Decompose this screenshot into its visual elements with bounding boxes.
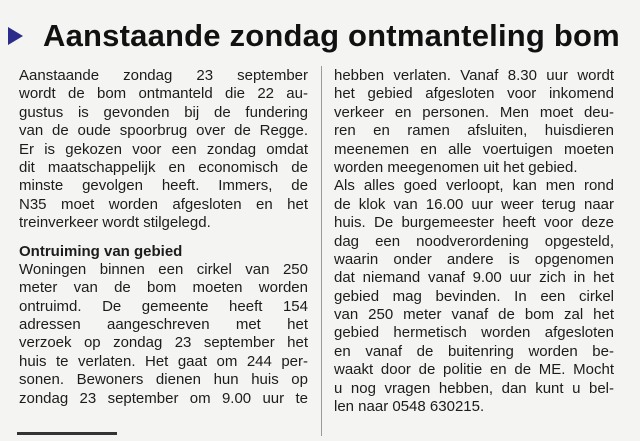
text-line: meter van de bom moeten worden [19,279,308,297]
text-line: de klok van 16.00 uur weer terug naar [334,195,614,213]
text-line: N35 moet worden afgesloten en het [19,195,308,213]
text-line: u nog vragen hebben, dan kunt u bel- [334,379,614,397]
text-line: van de oude spoorbrug over de Regge. [19,122,308,140]
text-line: sonen. Bewoners dienen hun huis op [19,371,308,389]
text-line: dit maatschappelijk en economisch de [19,158,308,176]
text-line: ontruimd. De gemeente heeft 154 [19,297,308,315]
text-line: waakt door de politie en de ME. Mocht [334,361,614,379]
paragraph-gap [19,233,308,243]
text-line: dag een noodverordening opgesteld, [334,232,614,250]
text-line: gustus is gevonden bij de fundering [19,103,308,121]
headline [8,14,620,58]
bottom-rule [17,432,117,435]
text-line: treinverkeer wordt stilgelegd. [19,214,211,232]
text-line: waarin onder andere is opgenomen [334,250,614,268]
text-line: minste gevolgen heeft. Immers, de [19,177,308,195]
section-heading: Ontruiming van gebied [19,242,183,260]
column-divider [321,66,322,436]
headline-text: Aanstaande zondag ontmanteling bom [43,18,620,53]
text-line: gebied hermetisch worden afgesloten [334,324,614,342]
text-line: verzoek op zondag 23 september het [19,334,308,352]
text-line: hebben verlaten. Vanaf 8.30 uur wordt [334,67,614,84]
text-line: van 250 meter vanaf de bom zal het [334,306,614,324]
text-line: wordt de bom ontmanteld die 22 au- [19,85,308,103]
text-line: Als alles goed verloopt, kan men rond [334,177,614,195]
text-line: gebied mag bevinden. In een cirkel [334,287,614,305]
text-line: ren en ramen afsluiten, huisdieren [334,122,614,140]
text-line: huis. De burgemeester heeft voor deze [334,214,614,232]
text-line: Er is gekozen voor een zondag omdat [19,140,308,158]
text-line: dat niemand vanaf 9.00 uur zich in het [334,269,614,287]
text-line: en vanaf de buitenring worden be- [334,342,614,360]
left-column [19,67,308,408]
text-line: Woningen binnen een cirkel van 250 [19,260,308,278]
text-line: worden meegenomen uit het gebied. [334,158,578,176]
text-line: het gebied afgesloten voor inkomend [334,85,614,103]
text-line: meenemen en alle voertuigen moeten [334,140,614,158]
right-column [334,67,614,416]
text-line: len naar 0548 630215. [334,398,485,416]
text-line: huis te verlaten. Het gaat om 244 per- [19,352,308,370]
text-line: verkeer en personen. Men moet deu- [334,103,614,121]
text-line: Aanstaande zondag 23 september [19,67,308,84]
text-line: adressen aangeschreven met het [19,316,308,334]
triangle-bullet-icon [8,27,23,45]
text-line: zondag 23 september om 9.00 uur te [19,389,308,407]
